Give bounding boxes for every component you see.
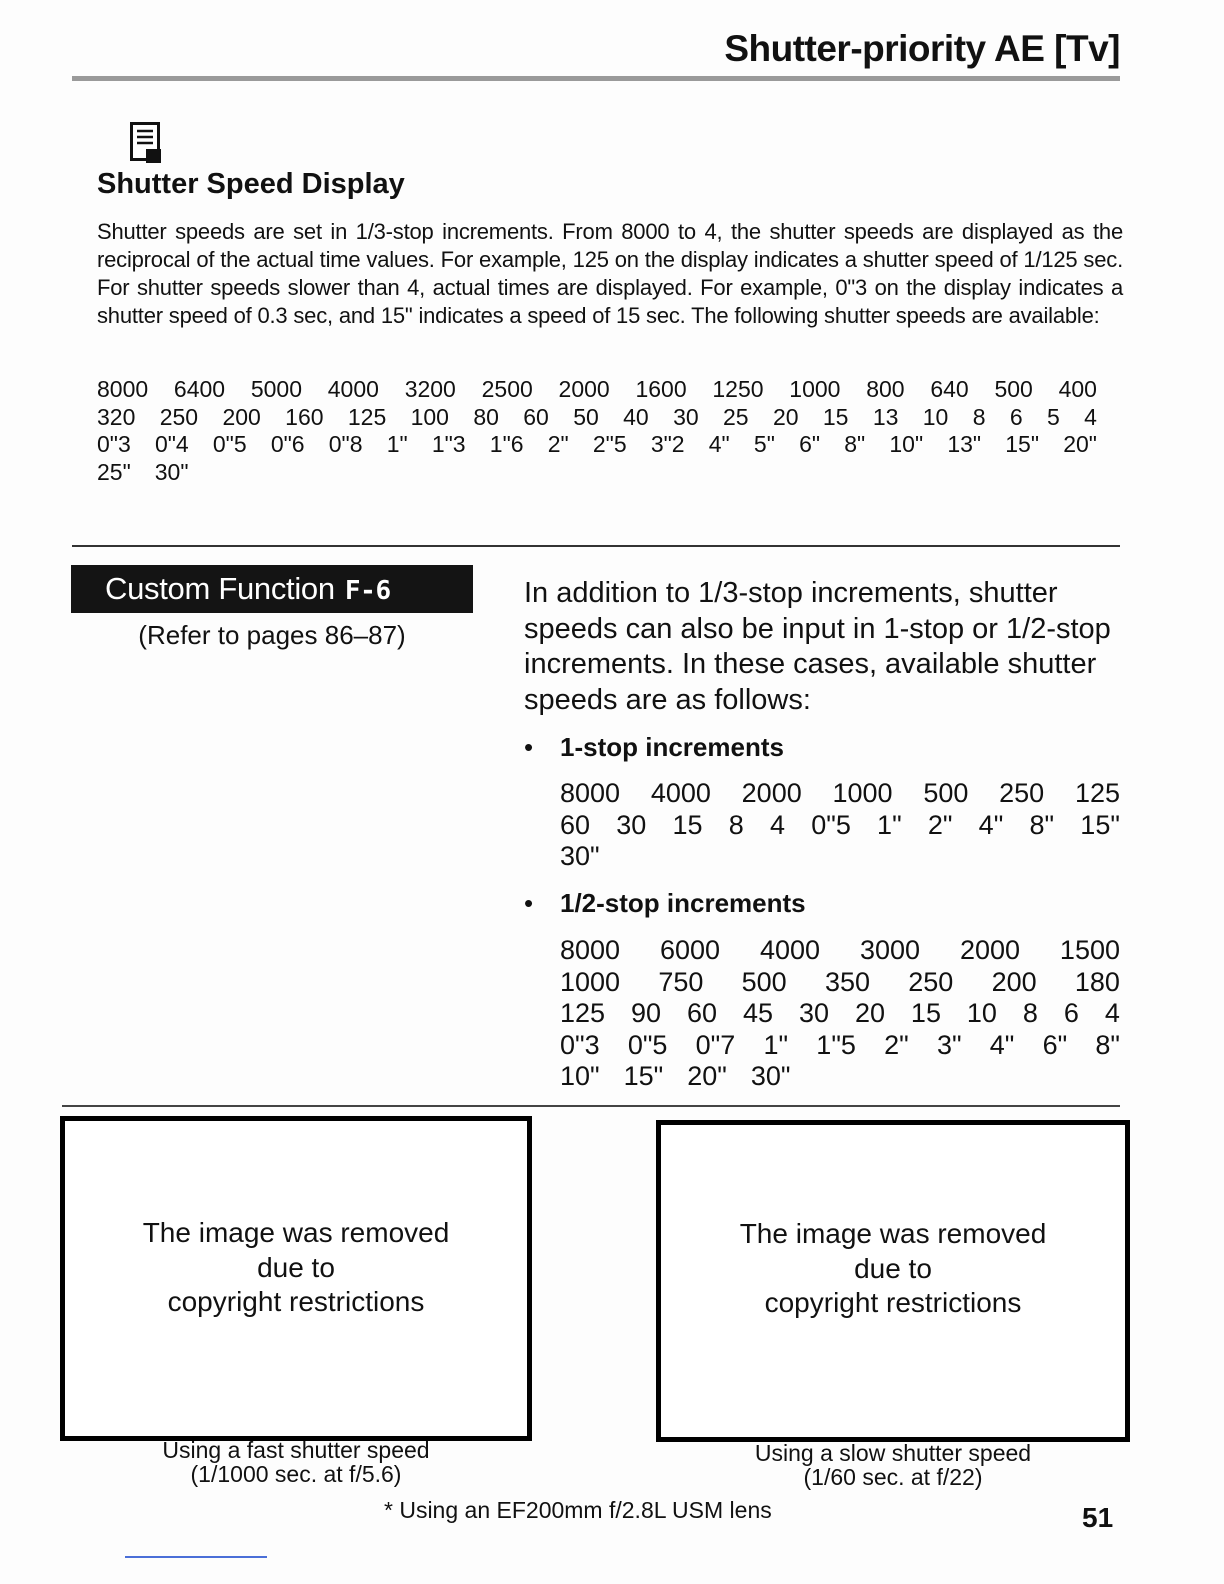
speed-value: 30" [750, 1061, 791, 1091]
speed-value: 30" [154, 458, 189, 485]
speed-value: 0"5 [627, 1029, 668, 1060]
speed-value: 1000 [789, 376, 841, 402]
list-title: 1-stop increments [560, 732, 784, 762]
speed-value: 2000 [558, 376, 610, 402]
speed-value: 13 [872, 403, 899, 430]
speed-value: 15 [672, 809, 703, 840]
custom-function-refer: (Refer to pages 86–87) [138, 620, 406, 650]
text-line: due to [257, 1251, 335, 1283]
image-removed-message [740, 1217, 1047, 1321]
speed-value: 40 [623, 403, 649, 430]
speed-value: 3"2 [650, 431, 685, 457]
speed-value: 20 [772, 403, 799, 430]
speed-value: 5000 [250, 376, 303, 402]
speed-value: 1"6 [489, 431, 524, 457]
speed-value: 320 [97, 403, 136, 430]
speed-value: 3200 [404, 376, 456, 402]
speed-value: 1" [386, 431, 408, 457]
speed-value: 8000 [97, 376, 149, 402]
speed-value: 2" [927, 809, 953, 840]
speed-value: 15 [822, 403, 849, 430]
speed-row [97, 404, 1097, 432]
footnote: * Using an EF200mm f/2.8L USM lens [384, 1497, 772, 1523]
header-rule [72, 76, 1120, 81]
bullet-icon: • [524, 732, 534, 762]
speed-value: 60 [560, 809, 591, 840]
speed-value: 8000 [560, 935, 621, 965]
speed-value: 1500 [1059, 935, 1120, 965]
speed-value: 4 [1084, 403, 1097, 430]
speed-value: 200 [991, 966, 1037, 997]
shutter-speed-table [97, 376, 1097, 486]
speed-value: 6400 [173, 376, 226, 402]
speed-value: 6000 [659, 935, 721, 965]
speed-row [560, 998, 1120, 1030]
speed-value: 4000 [759, 935, 821, 965]
speed-value: 3000 [859, 935, 921, 965]
speed-value: 1600 [635, 376, 687, 402]
speed-row [97, 431, 1097, 459]
speed-value: 750 [658, 966, 704, 997]
speed-value: 90 [631, 998, 662, 1028]
page-number: 51 [1082, 1502, 1114, 1533]
text-line: due to [854, 1252, 932, 1284]
speed-value: 6" [799, 431, 821, 457]
text-line: The image was removed [739, 1218, 1047, 1249]
speed-value: 350 [824, 966, 871, 997]
text-line: Using a slow shutter speed [754, 1440, 1032, 1466]
speed-value: 250 [159, 403, 199, 430]
speed-value: 5" [753, 431, 775, 457]
decorative-line [125, 1556, 267, 1558]
speed-value: 125 [347, 403, 387, 430]
speed-value: 10" [889, 431, 924, 457]
speed-value: 4000 [650, 778, 711, 808]
speed-value: 6 [1009, 403, 1023, 430]
speed-value: 500 [994, 376, 1033, 402]
speed-value: 200 [222, 403, 261, 430]
speed-value: 1" [763, 1029, 789, 1060]
speed-value: 25" [97, 458, 131, 485]
speed-value: 400 [1058, 376, 1097, 402]
speed-value: 1"5 [816, 1029, 856, 1060]
speed-row [560, 810, 1120, 842]
speed-value: 125 [560, 998, 606, 1028]
speed-row [560, 1061, 1120, 1093]
speed-value: 4000 [327, 376, 379, 402]
text-line: (1/60 sec. at f/22) [803, 1464, 983, 1490]
speed-value: 0"5 [212, 431, 247, 457]
speed-value: 2000 [741, 778, 802, 808]
speed-row [560, 841, 1120, 873]
speed-value: 0"3 [97, 431, 131, 457]
speed-value: 15 [910, 998, 941, 1028]
speed-value: 8" [844, 431, 866, 457]
page-header-title: Shutter-priority AE [Tv] [724, 28, 1120, 69]
speed-value: 2" [547, 431, 569, 457]
speed-value: 2000 [959, 935, 1021, 965]
speed-value: 30 [798, 998, 829, 1028]
speed-value: 60 [686, 998, 718, 1028]
bullet-icon: • [524, 888, 534, 918]
text-line: copyright restrictions [167, 1286, 425, 1317]
speed-value: 640 [930, 376, 969, 402]
image-removed-message [143, 1216, 450, 1320]
text-line: The image was removed [142, 1217, 450, 1248]
section-title: Shutter Speed Display [97, 168, 405, 200]
speed-value: 60 [523, 403, 549, 430]
speed-value: 2"5 [592, 431, 627, 457]
speed-value: 13" [947, 431, 982, 457]
speed-value: 2" [884, 1029, 909, 1060]
list-heading-half-stop [524, 888, 806, 919]
section-paragraph: Shutter speeds are set in 1/3-stop increments. From 8000 to 4, the shutter speeds are displayed as the reciprocal of the actual time values. For example, 125 on the display indicates a shutter speed of 1/125 sec. For shutter speeds slower than 4, actual times are displayed. For example, 0"3 on the display indicates a shutter speed of 0.3 sec, and 15" indicates a speed of 15 sec. The following shutter speeds are available: [97, 219, 1123, 328]
image-placeholder-fast [60, 1116, 532, 1441]
list-1-stop-values [560, 778, 1120, 873]
speed-value: 10" [560, 1061, 600, 1091]
speed-value: 4 [769, 809, 786, 840]
speed-value: 1000 [832, 778, 893, 808]
speed-value: 800 [866, 376, 905, 402]
speed-value: 4 [1104, 998, 1120, 1028]
speed-row [560, 1030, 1120, 1062]
section-divider [62, 1105, 1120, 1107]
speed-value: 4" [978, 809, 1004, 840]
section-divider [72, 545, 1120, 547]
speed-value: 6" [1042, 1029, 1068, 1060]
speed-value: 250 [999, 778, 1045, 808]
speed-value: 30 [673, 403, 699, 430]
speed-value: 0"6 [270, 431, 305, 457]
speed-value: 2500 [481, 376, 533, 402]
speed-value: 0"7 [695, 1029, 736, 1060]
image-caption-slow [656, 1441, 1130, 1489]
custom-function-box [71, 565, 473, 613]
image-caption-fast [60, 1438, 532, 1486]
speed-value: 80 [473, 403, 499, 430]
speed-value: 30 [616, 809, 647, 840]
speed-value: 15" [623, 1061, 664, 1091]
speed-value: 50 [573, 403, 599, 430]
speed-row [97, 376, 1097, 404]
speed-value: 250 [908, 966, 954, 997]
list-half-stop-values [560, 935, 1120, 1093]
speed-value: 1" [877, 809, 902, 840]
image-placeholder-slow [656, 1120, 1130, 1442]
list-heading-1-stop [524, 732, 784, 763]
memo-icon [130, 122, 164, 164]
speed-value: 1000 [560, 966, 621, 997]
speed-value: 4" [708, 431, 730, 457]
speed-value: 8" [1095, 1029, 1120, 1060]
speed-value: 8" [1029, 809, 1055, 840]
speed-value: 8 [728, 809, 744, 840]
speed-value: 20" [1063, 431, 1097, 457]
speed-value: 15" [1005, 431, 1039, 457]
text-line: (1/1000 sec. at f/5.6) [190, 1461, 402, 1487]
speed-value: 1"3 [431, 431, 466, 457]
speed-row [560, 967, 1120, 999]
speed-value: 20 [854, 998, 885, 1028]
speed-value: 1250 [712, 376, 764, 402]
speed-value: 0"3 [560, 1029, 600, 1060]
speed-value: 180 [1074, 966, 1120, 997]
speed-value: 30" [560, 841, 600, 871]
speed-row [560, 935, 1120, 967]
speed-value: 0"8 [328, 431, 363, 457]
speed-row [97, 459, 1097, 487]
speed-value: 8 [1022, 998, 1038, 1028]
speed-value: 4" [989, 1029, 1015, 1060]
speed-value: 0"4 [154, 431, 189, 457]
text-line: Using a fast shutter speed [162, 1437, 430, 1463]
list-title: 1/2-stop increments [560, 888, 806, 918]
speed-value: 45 [742, 998, 774, 1028]
speed-value: 160 [285, 403, 324, 430]
custom-function-code: F-6 [344, 576, 391, 606]
speed-value: 10 [922, 403, 949, 430]
custom-function-label: Custom Function [105, 571, 335, 606]
speed-value: 8 [972, 403, 986, 430]
speed-value: 500 [741, 966, 787, 997]
speed-value: 500 [923, 778, 969, 808]
speed-value: 6 [1063, 998, 1079, 1028]
text-line: copyright restrictions [764, 1287, 1022, 1318]
speed-value: 25 [723, 403, 749, 430]
speed-value: 100 [410, 403, 449, 430]
speed-value: 8000 [560, 778, 621, 808]
speed-value: 3" [936, 1029, 962, 1060]
speed-value: 10 [966, 998, 997, 1028]
speed-value: 0"5 [811, 809, 851, 840]
speed-value: 20" [687, 1061, 727, 1091]
speed-value: 5 [1046, 403, 1060, 430]
speed-row [560, 778, 1120, 810]
speed-value: 15" [1080, 809, 1120, 840]
speed-value: 125 [1074, 778, 1120, 808]
intro-paragraph: In addition to 1/3-stop increments, shutter speeds can also be input in 1-stop or 1/2-stop increments. In these cases, available shutter speeds are as follows: [524, 577, 1111, 716]
